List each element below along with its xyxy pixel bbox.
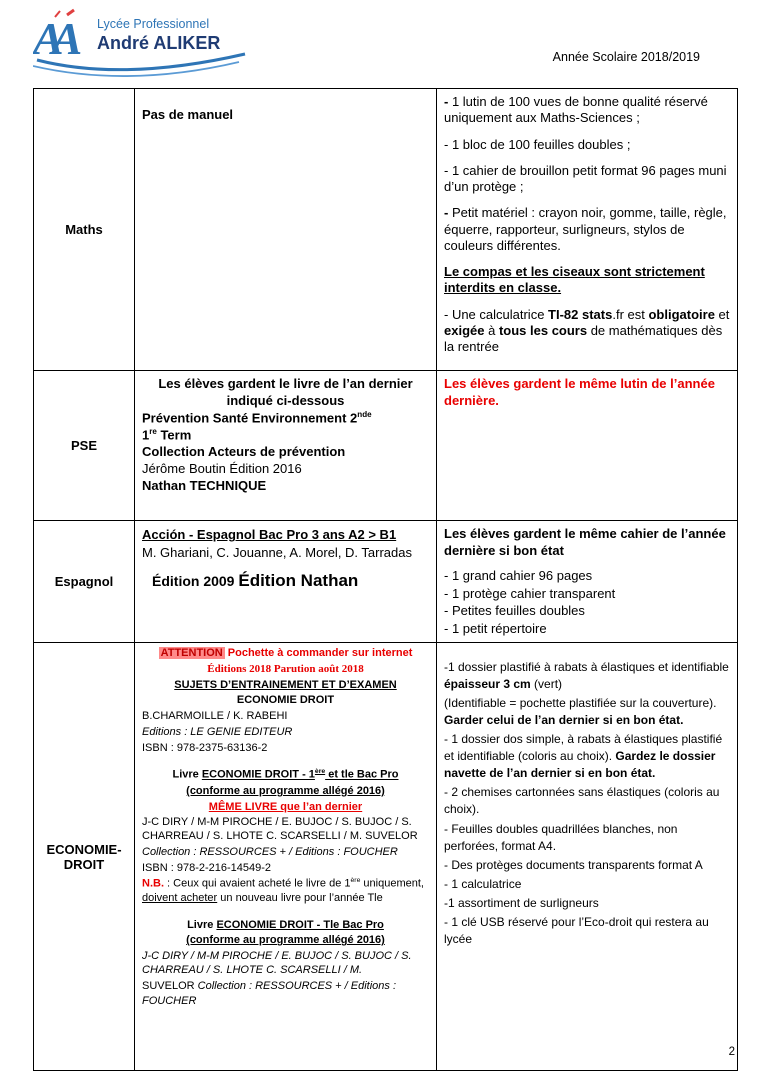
text-run: 1 lutin de 100 vues de bonne qualité réservé uniquement aux Maths-Sciences ; bbox=[444, 94, 708, 126]
text-run: Pochette à commander sur internet bbox=[227, 647, 413, 660]
text-run: SUVELOR bbox=[142, 979, 198, 992]
paragraph bbox=[444, 567, 730, 585]
text-run: Les élèves gardent le livre de l’an dernier indiqué ci-dessous bbox=[158, 376, 413, 409]
paragraph bbox=[444, 307, 730, 356]
table-row-pse bbox=[34, 371, 738, 521]
paragraph bbox=[142, 862, 429, 876]
paragraph bbox=[444, 895, 730, 912]
text-run: - 1 grand cahier 96 pages bbox=[444, 568, 593, 584]
paragraph bbox=[444, 163, 730, 196]
paragraph bbox=[142, 801, 429, 815]
paragraph bbox=[444, 94, 730, 127]
text-run: - bbox=[444, 94, 452, 109]
text-run: - 1 bloc de 100 feuilles doubles ; bbox=[444, 136, 631, 152]
text-run: : Ceux qui avaient acheté le livre de 1 bbox=[164, 878, 351, 891]
text-run: et bbox=[714, 306, 730, 322]
text-run: obligatoire bbox=[648, 306, 715, 322]
text-run: Prévention Santé Environnement 2 bbox=[142, 410, 358, 426]
text-run: Collection : RESSOURCES + / Editions : FOUCHER bbox=[142, 845, 398, 858]
text-run: nde bbox=[357, 410, 372, 420]
book-cell-pse bbox=[135, 371, 437, 521]
paragraph bbox=[444, 659, 730, 693]
paragraph bbox=[142, 710, 429, 724]
text-run: et tle Bac Pro bbox=[325, 769, 399, 782]
text-run: Pas de manuel bbox=[142, 107, 234, 122]
paragraph bbox=[444, 620, 730, 638]
paragraph bbox=[444, 205, 730, 254]
paragraph bbox=[142, 768, 429, 782]
paragraph bbox=[142, 410, 429, 427]
text-run: Livre bbox=[187, 918, 217, 931]
paragraph bbox=[142, 663, 429, 677]
table-body bbox=[34, 89, 738, 1071]
text-run: - Petites feuilles doubles bbox=[444, 603, 585, 619]
text-run: - 1 dossier dos simple, à rabats à élastiques plastifié et identifiable (coloris au choix). bbox=[444, 732, 723, 764]
text-run: B.CHARMOILLE / K. RABEHI bbox=[142, 710, 288, 723]
text-run: TI-82 stats bbox=[548, 306, 613, 322]
text-run: Les élèves gardent le même lutin de l’année dernière. bbox=[444, 376, 715, 409]
paragraph bbox=[444, 602, 730, 620]
paragraph bbox=[444, 137, 730, 153]
paragraph bbox=[142, 376, 429, 410]
text-run: - bbox=[444, 205, 452, 221]
text-run: un nouveau livre pour l’année Tle bbox=[217, 891, 383, 904]
text-run: Les élèves gardent le même cahier de l’année dernière si bon état bbox=[444, 526, 726, 559]
text-run: exigée bbox=[444, 322, 485, 338]
text-run: Jérôme Boutin Édition 2016 bbox=[142, 461, 302, 477]
text-run: doivent acheter bbox=[142, 891, 218, 904]
paragraph bbox=[142, 444, 429, 461]
text-run: uniquement, bbox=[360, 878, 424, 891]
paragraph bbox=[142, 908, 429, 917]
school-name-label: André ALIKER bbox=[97, 33, 221, 53]
text-run: ère bbox=[350, 877, 361, 885]
text-run: .fr est bbox=[612, 306, 649, 322]
paragraph bbox=[444, 914, 730, 948]
text-run: M. Ghariani, C. Jouanne, A. Morel, D. Tarradas bbox=[142, 544, 412, 560]
paragraph bbox=[142, 461, 429, 478]
paragraph bbox=[142, 427, 429, 444]
paragraph bbox=[142, 544, 429, 562]
text-run: ISBN : 978-2375-63136-2 bbox=[142, 741, 268, 754]
text-run: - 2 chemises cartonnées sans élastiques (coloris au choix). bbox=[444, 785, 720, 817]
paragraph bbox=[444, 376, 730, 410]
paragraph bbox=[444, 821, 730, 855]
book-cell-eco bbox=[135, 643, 437, 1071]
text-run: - 1 protège cahier transparent bbox=[444, 585, 616, 601]
paragraph bbox=[142, 919, 429, 933]
text-run: FOUCHER bbox=[142, 995, 197, 1008]
table-row-maths bbox=[34, 89, 738, 371]
subject-label-maths: Maths bbox=[34, 89, 135, 371]
text-run: -1 assortiment de surligneurs bbox=[444, 895, 599, 910]
text-run: (conforme au programme allégé 2016) bbox=[186, 934, 385, 947]
paragraph bbox=[142, 107, 429, 123]
table-row-espagnol bbox=[34, 521, 738, 643]
paragraph bbox=[444, 526, 730, 560]
school-logo bbox=[33, 8, 251, 86]
text-run: SUJETS D’ENTRAINEMENT ET D’EXAMEN bbox=[174, 678, 397, 691]
paragraph bbox=[444, 857, 730, 874]
text-run: -1 dossier plastifié à rabats à élastiques et identifiable bbox=[444, 660, 729, 675]
paragraph bbox=[142, 726, 429, 740]
text-run: ECONOMIE DROIT - Tle Bac Pro bbox=[216, 918, 384, 931]
logo-monogram: AA bbox=[33, 13, 71, 64]
book-cell-espagnol bbox=[135, 521, 437, 643]
paragraph bbox=[444, 585, 730, 603]
paragraph bbox=[142, 877, 429, 905]
paragraph bbox=[142, 816, 429, 844]
text-run: re bbox=[149, 427, 157, 437]
text-run: Acción - Espagnol Bac Pro 3 ans A2 > B1 bbox=[142, 527, 397, 543]
text-run: - 1 clé USB réservé pour l’Eco-droit qui restera au lycée bbox=[444, 914, 709, 946]
text-run: 1 bbox=[142, 427, 150, 443]
text-run: (vert) bbox=[530, 677, 563, 692]
subject-label-pse: PSE bbox=[34, 371, 135, 521]
page-number: 2 bbox=[728, 1046, 735, 1058]
text-run: ère bbox=[314, 768, 326, 776]
supplies-cell-maths bbox=[437, 89, 738, 371]
text-run: ISBN : 978-2-216-14549-2 bbox=[142, 861, 272, 874]
paragraph bbox=[142, 742, 429, 756]
text-run: - Des protèges documents transparents format A bbox=[444, 857, 703, 872]
paragraph bbox=[142, 647, 429, 661]
text-run: à bbox=[484, 322, 499, 338]
text-run: Garder celui de l’an dernier si en bon état. bbox=[444, 713, 684, 728]
text-run: MÊME LIVRE que l’an dernier bbox=[208, 800, 363, 813]
text-run: Le compas et les ciseaux sont strictement interdits en classe. bbox=[444, 264, 705, 296]
subject-label-eco: ECONOMIE-DROIT bbox=[34, 643, 135, 1071]
text-run: (Identifiable = pochette plastifiée sur la couverture). bbox=[444, 696, 717, 711]
paragraph bbox=[142, 757, 429, 766]
paragraph bbox=[444, 695, 730, 729]
paragraph bbox=[444, 264, 730, 297]
text-run: ECONOMIE DROIT - 1 bbox=[201, 769, 315, 782]
paragraph bbox=[142, 785, 429, 799]
paragraph bbox=[142, 478, 429, 495]
paragraph bbox=[444, 876, 730, 893]
text-run: - Feuilles doubles quadrillées blanches, non perforées, format A4. bbox=[444, 821, 678, 853]
paragraph bbox=[142, 846, 429, 860]
table-row-eco bbox=[34, 643, 738, 1071]
text-run: Gardez le dossier navette de l’an dernier si en bon état. bbox=[444, 749, 716, 781]
paragraph bbox=[142, 679, 429, 693]
paragraph bbox=[142, 570, 429, 593]
text-run: J-C DIRY / M-M PIROCHE / E. BUJOC / S. BUJOC / S. CHARREAU / S. LHOTE C. SCARSELLI / M. SUVELOR bbox=[142, 816, 418, 843]
text-run: Term bbox=[156, 427, 192, 443]
paragraph bbox=[444, 784, 730, 818]
text-run: - 1 calculatrice bbox=[444, 876, 522, 891]
text-run: Livre bbox=[172, 769, 202, 782]
text-run: Éditions 2018 Parution août 2018 bbox=[207, 662, 364, 675]
text-run: Editions : LE GENIE EDITEUR bbox=[142, 725, 293, 738]
supplies-table bbox=[33, 88, 738, 1071]
paragraph bbox=[142, 995, 429, 1009]
paragraph bbox=[142, 526, 429, 544]
text-run: ATTENTION bbox=[160, 647, 223, 660]
subject-label-espagnol: Espagnol bbox=[34, 521, 135, 643]
text-run: Collection : RESSOURCES + / Editions : bbox=[197, 979, 397, 992]
school-type-label: Lycée Professionnel bbox=[97, 17, 210, 31]
text-run: Nathan TECHNIQUE bbox=[142, 478, 267, 494]
text-run: ECONOMIE DROIT bbox=[236, 694, 335, 707]
paragraph bbox=[142, 980, 429, 994]
text-run: épaisseur 3 cm bbox=[444, 677, 531, 692]
text-run: - 1 petit répertoire bbox=[444, 620, 547, 636]
supplies-cell-eco bbox=[437, 643, 738, 1071]
text-run: Édition Nathan bbox=[238, 571, 359, 591]
text-run: de mathématiques dès la rentrée bbox=[444, 322, 723, 354]
text-run: - Une calculatrice bbox=[444, 306, 549, 322]
text-run: (conforme au programme allégé 2016) bbox=[186, 784, 385, 797]
document-header bbox=[33, 8, 737, 88]
paragraph bbox=[142, 694, 429, 708]
paragraph bbox=[142, 934, 429, 948]
paragraph bbox=[444, 731, 730, 782]
book-cell-maths bbox=[135, 89, 437, 371]
text-run: tous les cours bbox=[498, 322, 588, 338]
text-run: Collection Acteurs de prévention bbox=[142, 444, 346, 460]
supplies-cell-espagnol bbox=[437, 521, 738, 643]
school-logo-graphic bbox=[33, 8, 251, 86]
text-run: Petit matériel : crayon noir, gomme, taille, règle, équerre, rapporteur, surligneurs, stylos de couleurs différentes. bbox=[444, 205, 727, 253]
school-year-label: Année Scolaire 2018/2019 bbox=[552, 50, 700, 64]
text-run: N.B. bbox=[142, 878, 164, 891]
text-run: - 1 cahier de brouillon petit format 96 pages muni d’un protège ; bbox=[444, 162, 727, 194]
supplies-cell-pse bbox=[437, 371, 738, 521]
text-run: J-C DIRY / M-M PIROCHE / E. BUJOC / S. BUJOC / S. CHARREAU / S. LHOTE C. SCARSELLI / M. bbox=[142, 950, 412, 976]
text-run: Édition 2009 bbox=[152, 573, 239, 590]
paragraph bbox=[142, 950, 429, 978]
